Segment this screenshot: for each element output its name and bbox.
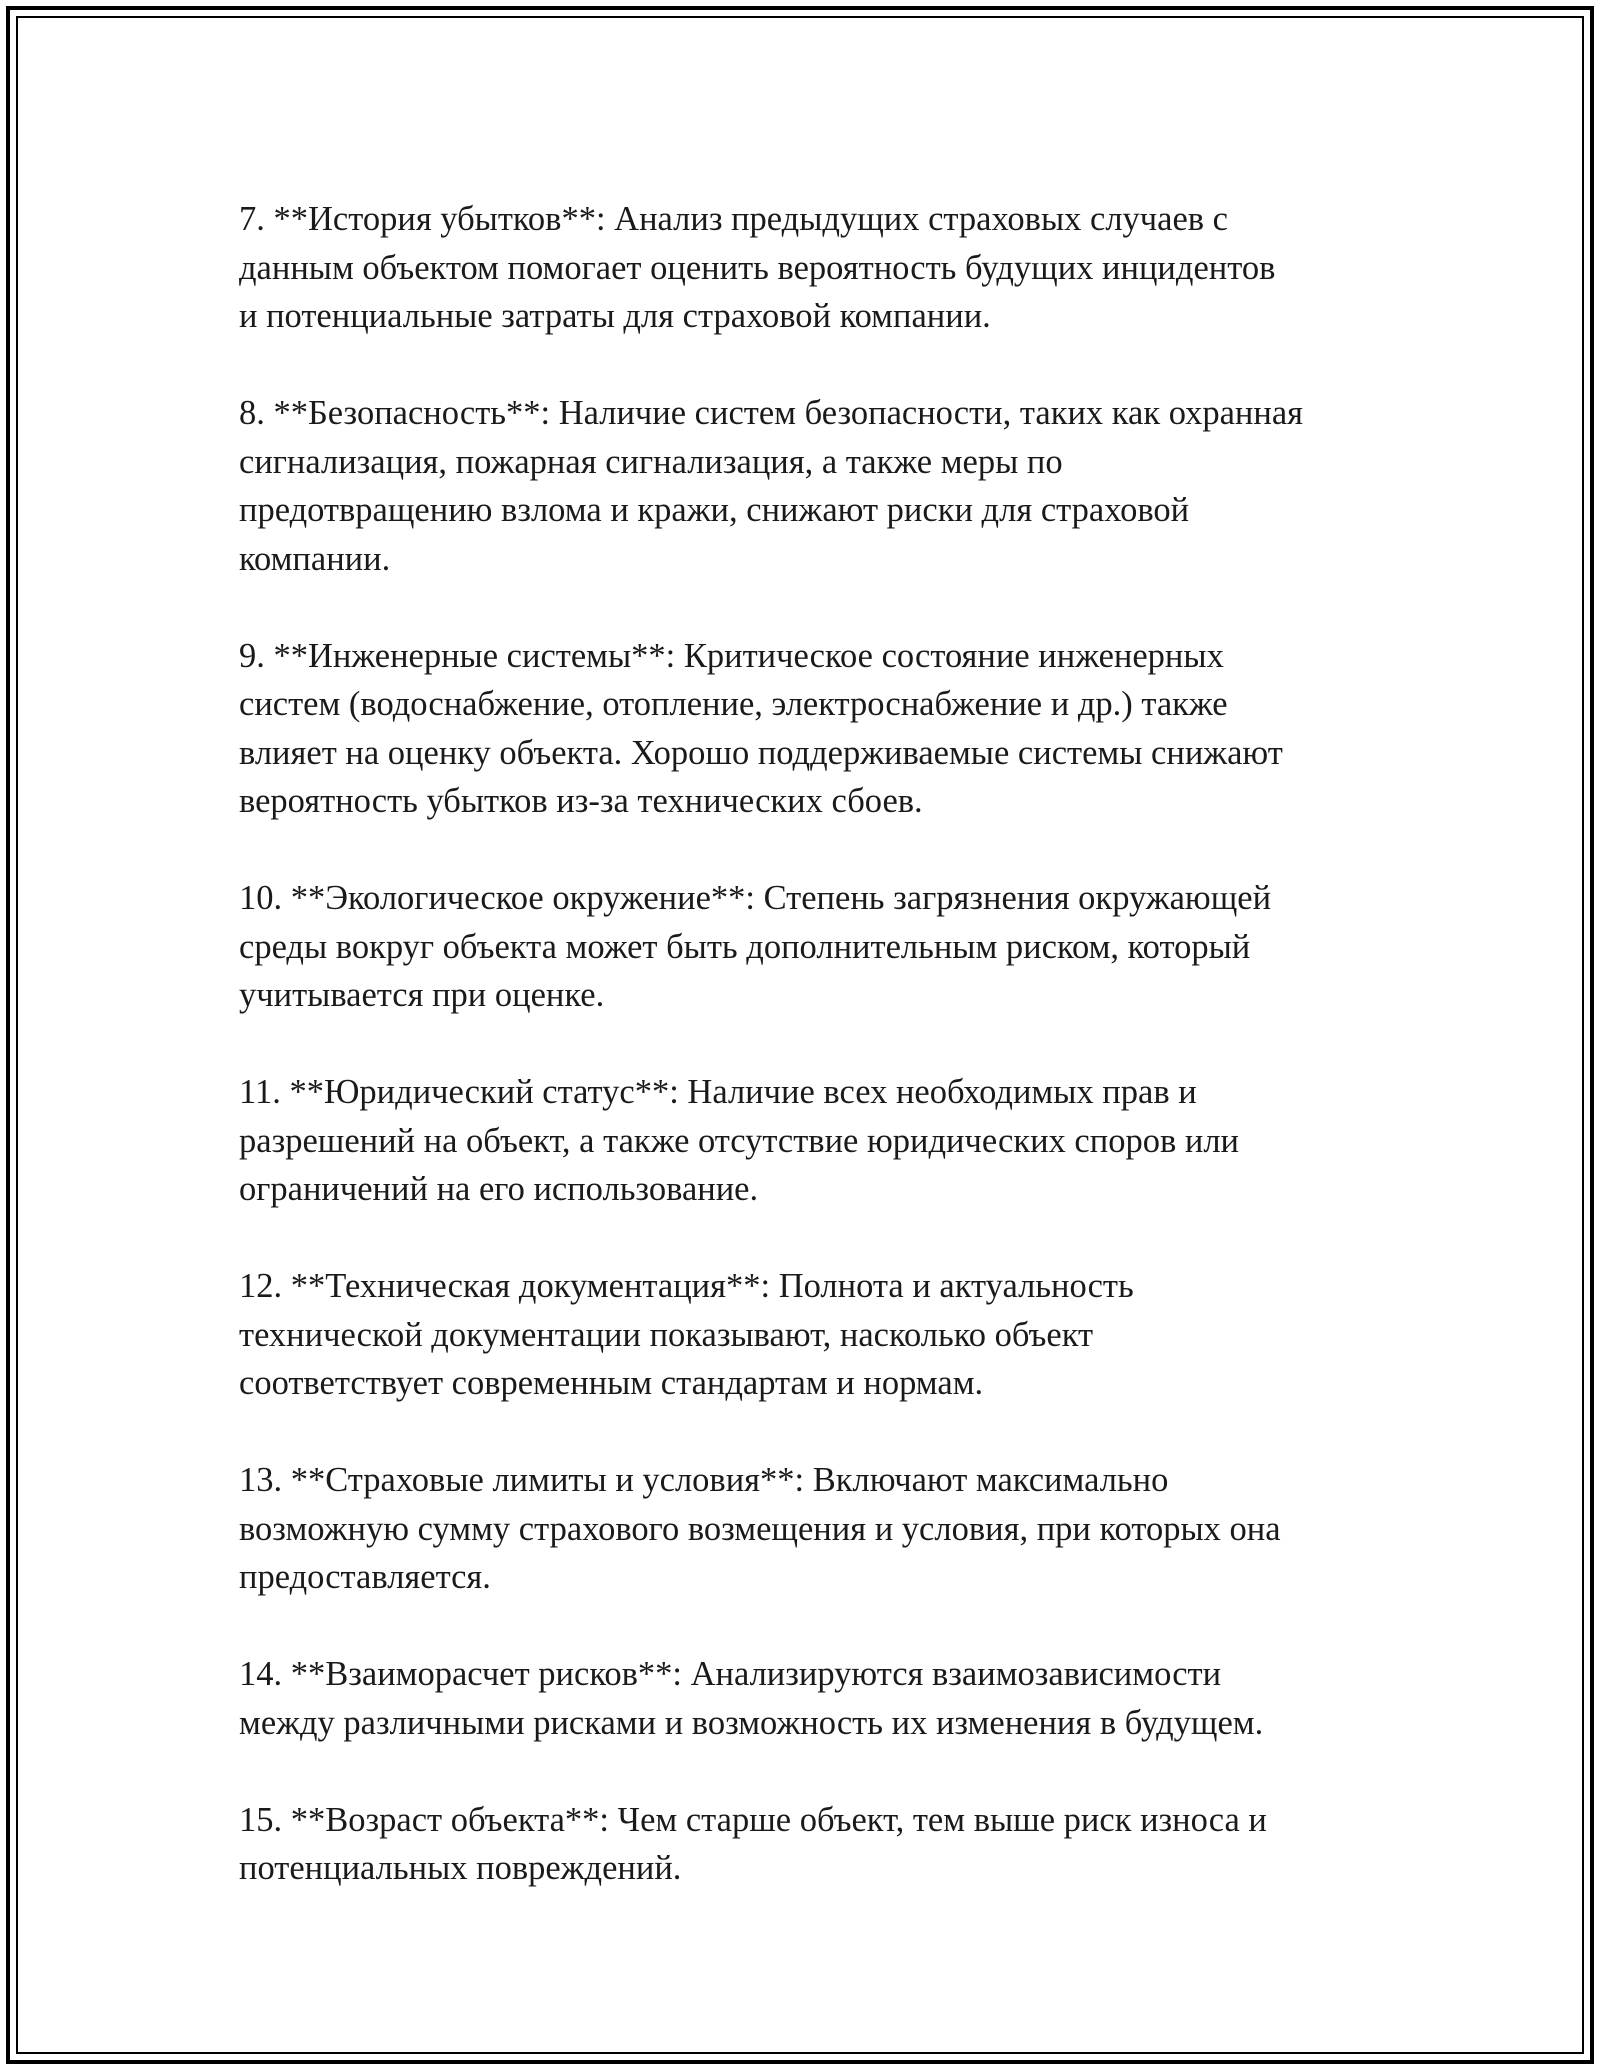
list-item-risk-interrelation: 14. **Взаиморасчет рисков**: Анализируются взаимозависимости между различными рисками и возможность их изменения в будущем. xyxy=(239,1655,1264,1742)
list-item-ecological-environment: 10. **Экологическое окружение**: Степень загрязнения окружающей среды вокруг объекта может быть дополнительным риском, который учитывается при оценке. xyxy=(239,879,1272,1014)
list-item-legal-status: 11. **Юридический статус**: Наличие всех необходимых прав и разрешений на объект, а также отсутствие юридических споров или ограничений на его использование. xyxy=(239,1073,1240,1208)
list-item-insurance-limits: 13. **Страховые лимиты и условия**: Включают максимально возможную сумму страхового возмещения и условия, при которых она предоставляется. xyxy=(239,1461,1281,1596)
list-item-history-of-losses: 7. **История убытков**: Анализ предыдущих страховых случаев с данным объектом помогает оценить вероятность будущих инцидентов и потенциальные затраты для страховой компании. xyxy=(239,200,1276,335)
list-item-object-age: 15. **Возраст объекта**: Чем старше объект, тем выше риск износа и потенциальных повреждений. xyxy=(239,1800,1267,1887)
page-frame xyxy=(6,6,1594,2064)
list-item-security: 8. **Безопасность**: Наличие систем безопасности, таких как охранная сигнализация, пожарная сигнализация, а также меры по предотвращению взлома и кражи, снижают риски для страховой компании. xyxy=(239,394,1304,578)
document-body xyxy=(239,195,1399,1893)
list-item-engineering-systems: 9. **Инженерные системы**: Критическое состояние инженерных систем (водоснабжение, отопление, электроснабжение и др.) также влияет на оценку объекта. Хорошо поддерживаемые системы снижают вероятность убытков из-за технических сбоев. xyxy=(239,636,1283,820)
list-item-technical-documentation: 12. **Техническая документация**: Полнота и актуальность технической документации показывают, насколько объект соответствует современным стандартам и нормам. xyxy=(239,1267,1134,1402)
